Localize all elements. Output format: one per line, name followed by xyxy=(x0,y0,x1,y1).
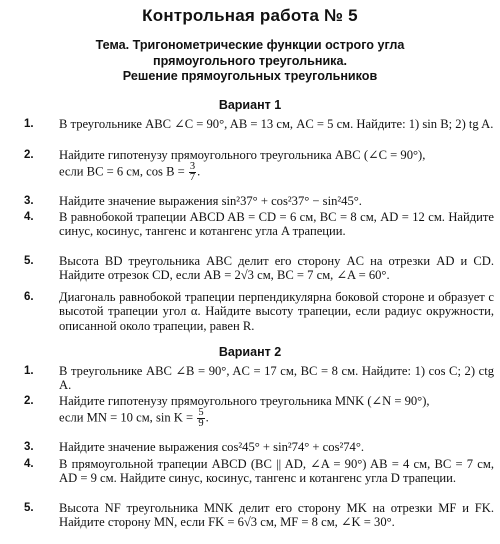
v2-task-2 xyxy=(24,394,494,429)
v1-task-1 xyxy=(24,117,494,131)
task-text: Найдите значение выражения sin²37° + cos²37° − sin²45°. xyxy=(59,194,362,208)
task-text-line: Найдите гипотенузу прямоугольного треугольника ABC (∠C = 90°), xyxy=(59,148,426,162)
topic-line: прямоугольного треугольника. xyxy=(153,53,347,68)
v1-task-3 xyxy=(24,194,494,208)
page-title: Контрольная работа № 5 xyxy=(142,6,358,25)
task-text: Высота BD треугольника ABC делит его сторону AC на отрезки AD и CD. Найдите отрезок CD, если AB = 2√3 см, BC = 7 см, ∠A = 60°. xyxy=(59,254,494,283)
task-text-part: . xyxy=(205,410,209,425)
v2-task-1 xyxy=(24,364,494,393)
fraction-denominator: 7 xyxy=(189,172,196,184)
task-text xyxy=(59,394,494,429)
task-number: 4. xyxy=(24,211,34,223)
v1-task-4 xyxy=(24,210,494,239)
topic-line: Решение прямоугольных треугольников xyxy=(122,69,378,83)
task-number: 1. xyxy=(24,365,34,377)
task-number: 3. xyxy=(24,441,34,453)
task-text-line xyxy=(59,408,494,429)
fraction xyxy=(189,162,196,183)
task-text: В треугольнике ABC ∠C = 90°, AB = 13 см, AC = 5 см. Найдите: 1) sin B; 2) tg A. xyxy=(59,117,494,131)
task-number: 1. xyxy=(24,118,34,130)
variant1-heading: Вариант 1 xyxy=(218,98,282,112)
task-number: 2. xyxy=(24,395,34,407)
task-number: 4. xyxy=(24,458,34,470)
task-text: В прямоугольной трапеции ABCD (BC || AD, ∠A = 90°) AB = 4 см, BC = 7 см, AD = 9 см. Найдите синус, косинус, тангенс и котангенс угла D трапеции. xyxy=(59,457,494,486)
task-text: Найдите значение выражения cos²45° + sin²74° + cos²74°. xyxy=(59,440,365,454)
fraction xyxy=(197,408,204,429)
task-number: 6. xyxy=(24,291,34,303)
v2-task-5 xyxy=(24,501,494,530)
v1-task-6 xyxy=(24,290,494,333)
task-number: 3. xyxy=(24,195,34,207)
v1-task-5 xyxy=(24,254,494,283)
task-text: Диагональ равнобокой трапеции перпендикулярна боковой стороне и образует с высотой трапеции угол α. Найдите высоту трапеции, если радиус окружности, описанной около трапеции, равен R. xyxy=(59,290,494,333)
variant2-heading: Вариант 2 xyxy=(218,345,282,359)
task-text xyxy=(59,148,494,183)
v1-task-2 xyxy=(24,148,494,183)
task-text: В треугольнике ABC ∠B = 90°, AC = 17 см, BC = 8 см. Найдите: 1) cos C; 2) ctg A. xyxy=(59,364,494,393)
fraction-denominator: 9 xyxy=(198,418,204,430)
topic-heading xyxy=(40,38,460,85)
task-text: В равнобокой трапеции ABCD AB = CD = 6 см, BC = 8 см, AD = 12 см. Найдите синус, косинус, тангенс и котангенс угла A трапеции. xyxy=(59,210,494,239)
topic-line: Тема. Тригонометрические функции острого угла xyxy=(95,38,405,52)
task-text-line xyxy=(59,162,494,183)
task-text: Высота NF треугольника MNK делит его сторону MK на отрезки MF и FK. Найдите сторону MN, если FK = 6√3 см, MF = 8 см, ∠K = 30°. xyxy=(59,501,494,530)
task-number: 5. xyxy=(24,502,34,514)
fraction-numerator: 5 xyxy=(198,407,204,419)
task-number: 2. xyxy=(24,149,34,161)
task-text-part: . xyxy=(197,164,201,179)
task-text-part: если BC = 6 см, cos B = xyxy=(59,164,185,179)
v2-task-3 xyxy=(24,440,494,454)
task-text-line: Найдите гипотенузу прямоугольного треугольника MNK (∠N = 90°), xyxy=(59,394,430,408)
v2-task-4 xyxy=(24,457,494,486)
task-number: 5. xyxy=(24,255,34,267)
task-text-part: если MN = 10 см, sin K = xyxy=(59,410,194,425)
fraction-numerator: 3 xyxy=(189,161,196,173)
